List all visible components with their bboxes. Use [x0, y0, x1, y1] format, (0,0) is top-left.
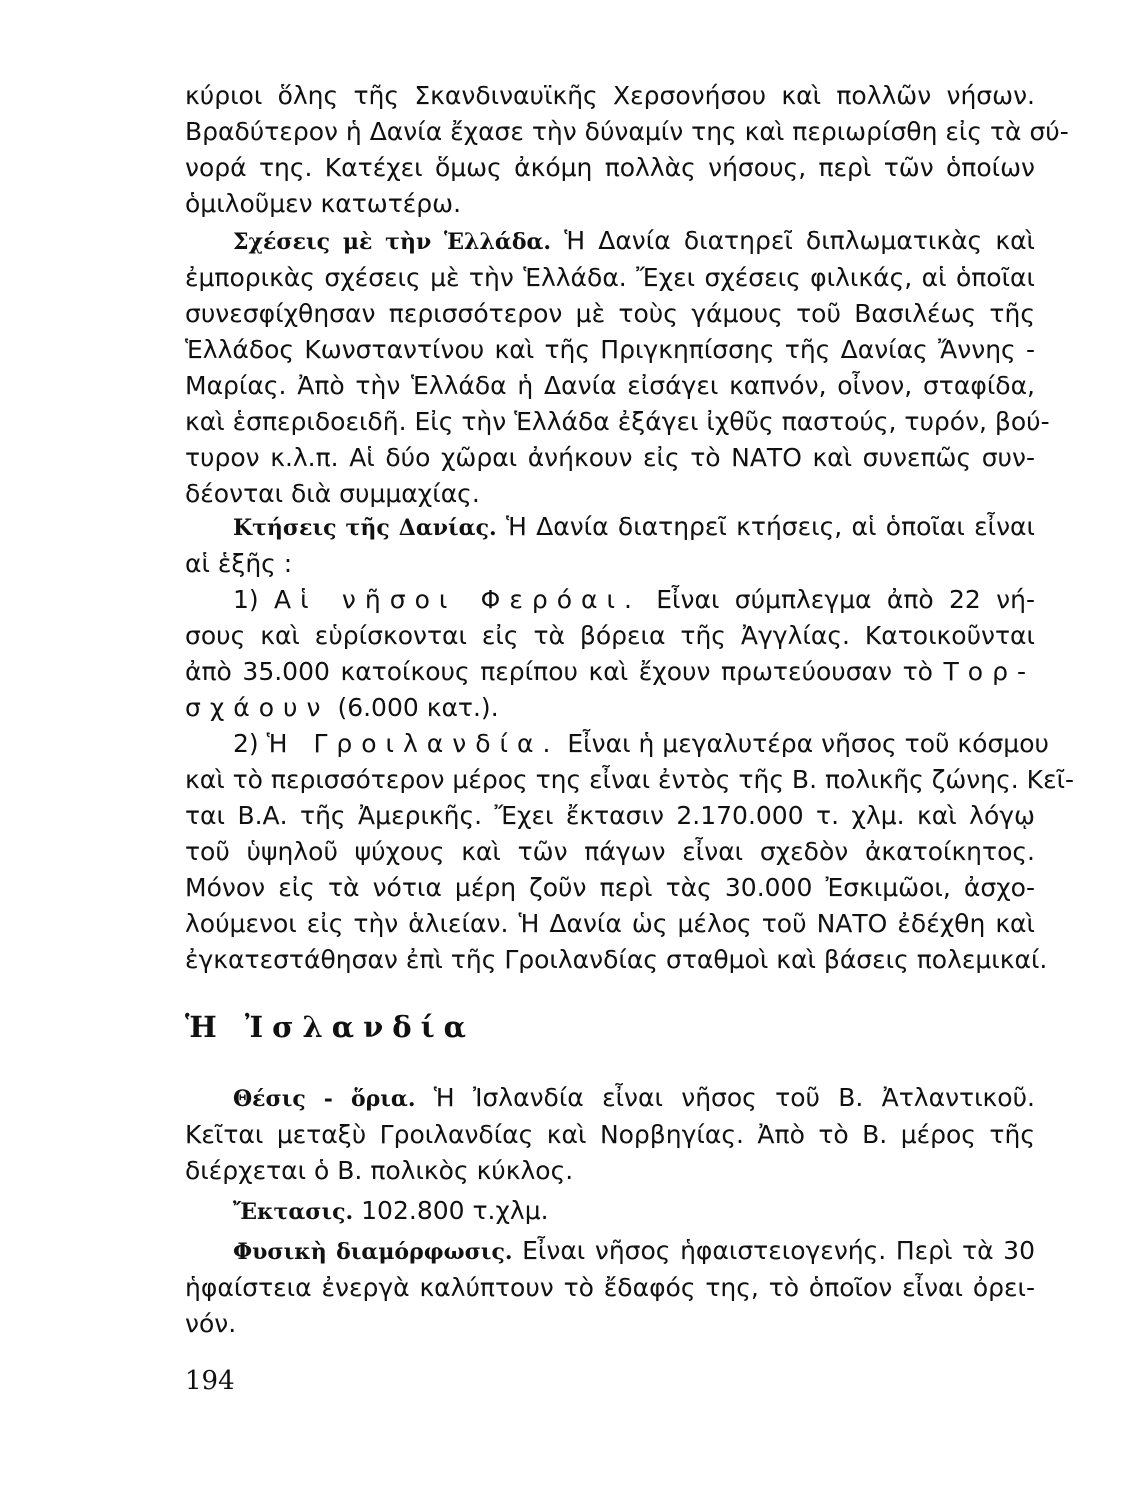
text-line — [185, 1080, 1035, 1117]
position-first-line: Ἡ Ἰσλανδία εἶναι νῆσος τοῦ Β. Ἀτλαντικοῦ. — [433, 1083, 1035, 1112]
item1-line4-rest: (6.000 κατ.). — [337, 693, 499, 722]
text-line: Μαρίας. Ἀπὸ τὴν Ἑλλάδα ἡ Δανία εἰσάγει καπνόν, οἶνον, σταφίδα, — [185, 371, 1035, 400]
text-line: Βραδύτερον ἡ Δανία ἔχασε τὴν δύναμίν της καὶ περιωρίσθη εἰς τὰ σύ- — [185, 117, 1069, 146]
position-title: Θέσις - ὅρια. — [233, 1086, 416, 1112]
possessions-title: Κτήσεις τῆς Δανίας. — [233, 515, 497, 541]
text-line: λούμενοι εἰς τὴν ἁλιείαν. Ἡ Δανία ὡς μέλος τοῦ ΝΑΤΟ ἐδέχθη καὶ — [185, 909, 1035, 938]
item2-first-line: Εἶναι ἡ μεγαλυτέρα νῆσος τοῦ κόσμου — [567, 729, 1049, 758]
iceland-physical-paragraph — [185, 1233, 1035, 1342]
physical-first-line: Εἶναι νῆσος ἡφαιστειογενής. Περὶ τὰ 30 — [522, 1236, 1035, 1265]
text-line: Μόνον εἰς τὰ νότια μέρη ζοῦν περὶ τὰς 30.000 Ἐσκιμῶοι, ἀσχο- — [185, 873, 1035, 902]
physical-title: Φυσικὴ διαμόρφωσις. — [233, 1239, 513, 1265]
text-line: ἐμπορικὰς σχέσεις μὲ τὴν Ἑλλάδα. Ἔχει σχέσεις φιλικάς, αἱ ὁποῖαι — [185, 263, 1035, 292]
item2-name: Ἡ Γροιλανδία. — [266, 729, 560, 758]
page-number: 194 — [185, 1366, 235, 1396]
relations-title: Σχέσεις μὲ τὴν Ἑλλάδα. — [233, 229, 552, 255]
iceland-area-paragraph — [185, 1193, 1035, 1230]
text-line: συνεσφίχθησαν περισσότερον μὲ τοὺς γάμους τοῦ Βασιλέως τῆς — [185, 299, 1035, 328]
text-line — [185, 223, 1035, 260]
text-line: νορά της. Κατέχει ὅμως ἀκόμη πολλὰς νήσους, περὶ τῶν ὁποίων — [185, 153, 1035, 182]
text-line: ἡφαίστεια ἐνεργὰ καλύπτουν τὸ ἔδαφός της, τὸ ὁποῖον εἶναι ὀρει- — [185, 1273, 1035, 1302]
section-heading-iceland: Ἡ Ἰσλανδία — [185, 1010, 475, 1044]
item1-first-line: Εἶναι σύμπλεγμα ἀπὸ 22 νή- — [656, 585, 1035, 614]
relations-first-line: Ἡ Δανία διατηρεῖ διπλωματικὰς καὶ — [564, 226, 1036, 255]
text-line: ται Β.Α. τῆς Ἀμερικῆς. Ἔχει ἔκτασιν 2.170.000 τ. χλμ. καὶ λόγῳ — [185, 801, 1035, 830]
possessions-paragraph — [185, 509, 1075, 978]
text-line: διέρχεται ὁ Β. πολικὸς κύκλος. — [185, 1156, 574, 1185]
text-line — [185, 509, 1035, 546]
text-line — [185, 1193, 1035, 1230]
area-title: Ἔκτασις. — [233, 1199, 354, 1225]
text-line: καὶ τὸ περισσότερον μέρος της εἶναι ἐντὸς τῆς Β. πολικῆς ζώνης. Κεῖ- — [185, 765, 1075, 794]
text-line — [185, 726, 1049, 762]
relations-paragraph — [185, 223, 1050, 512]
item1-line4-capital: σχάουν — [185, 693, 330, 722]
text-line: Ἑλλάδος Κωνσταντίνου καὶ τῆς Πριγκηπίσσης τῆς Δανίας Ἄννης - — [185, 335, 1035, 364]
text-line: σους καὶ εὑρίσκονται εἰς τὰ βόρεια τῆς Ἀγγλίας. Κατοικοῦνται — [185, 621, 1035, 650]
intro-paragraph — [185, 78, 1069, 222]
text-line — [185, 654, 1035, 690]
text-line: Κεῖται μεταξὺ Γροιλανδίας καὶ Νορβηγίας. Ἀπὸ τὸ Β. μέρος τῆς — [185, 1120, 1035, 1149]
text-line: τοῦ ὑψηλοῦ ψύχους καὶ τῶν πάγων εἶναι σχεδὸν ἀκατοίκητος. — [185, 837, 1035, 866]
text-line: δέονται διὰ συμμαχίας. — [185, 479, 480, 508]
text-line: ἐγκατεστάθησαν ἐπὶ τῆς Γροιλανδίας σταθμοὶ καὶ βάσεις πολεμικαί. — [185, 945, 1048, 974]
item1-line3-text: ἀπὸ 35.000 κατοίκους περίπου καὶ ἔχουν πρωτεύουσαν τὸ — [185, 657, 933, 686]
text-line: νόν. — [185, 1309, 237, 1338]
text-line: κύριοι ὅλης τῆς Σκανδιναυϊκῆς Χερσονήσου καὶ πολλῶν νήσων. — [185, 81, 1035, 110]
item1-line3-capital: Τορ- — [943, 657, 1035, 686]
text-line: τυρον κ.λ.π. Αἱ δύο χῶραι ἀνήκουν εἰς τὸ ΝΑΤΟ καὶ συνεπῶς συν- — [185, 443, 1035, 472]
text-line: καὶ ἑσπεριδοειδῆ. Εἰς τὴν Ἑλλάδα ἐξάγει ἰχθῦς παστούς, τυρόν, βού- — [185, 407, 1050, 436]
area-value: 102.800 τ.χλμ. — [361, 1196, 549, 1225]
text-line — [185, 690, 1035, 726]
item1-number: 1) — [233, 585, 259, 614]
text-line: ὁμιλοῦμεν κατωτέρω. — [185, 189, 462, 218]
possessions-first-line: Ἡ Δανία διατηρεῖ κτήσεις, αἱ ὁποῖαι εἶναι — [505, 512, 1035, 541]
iceland-position-paragraph — [185, 1080, 1035, 1189]
text-line — [185, 582, 1035, 618]
item2-number: 2) — [233, 729, 259, 758]
text-line: αἱ ἑξῆς : — [185, 549, 293, 578]
item1-name: Αἱ νῆσοι Φερόαι. — [274, 585, 641, 614]
text-line — [185, 1233, 1035, 1270]
